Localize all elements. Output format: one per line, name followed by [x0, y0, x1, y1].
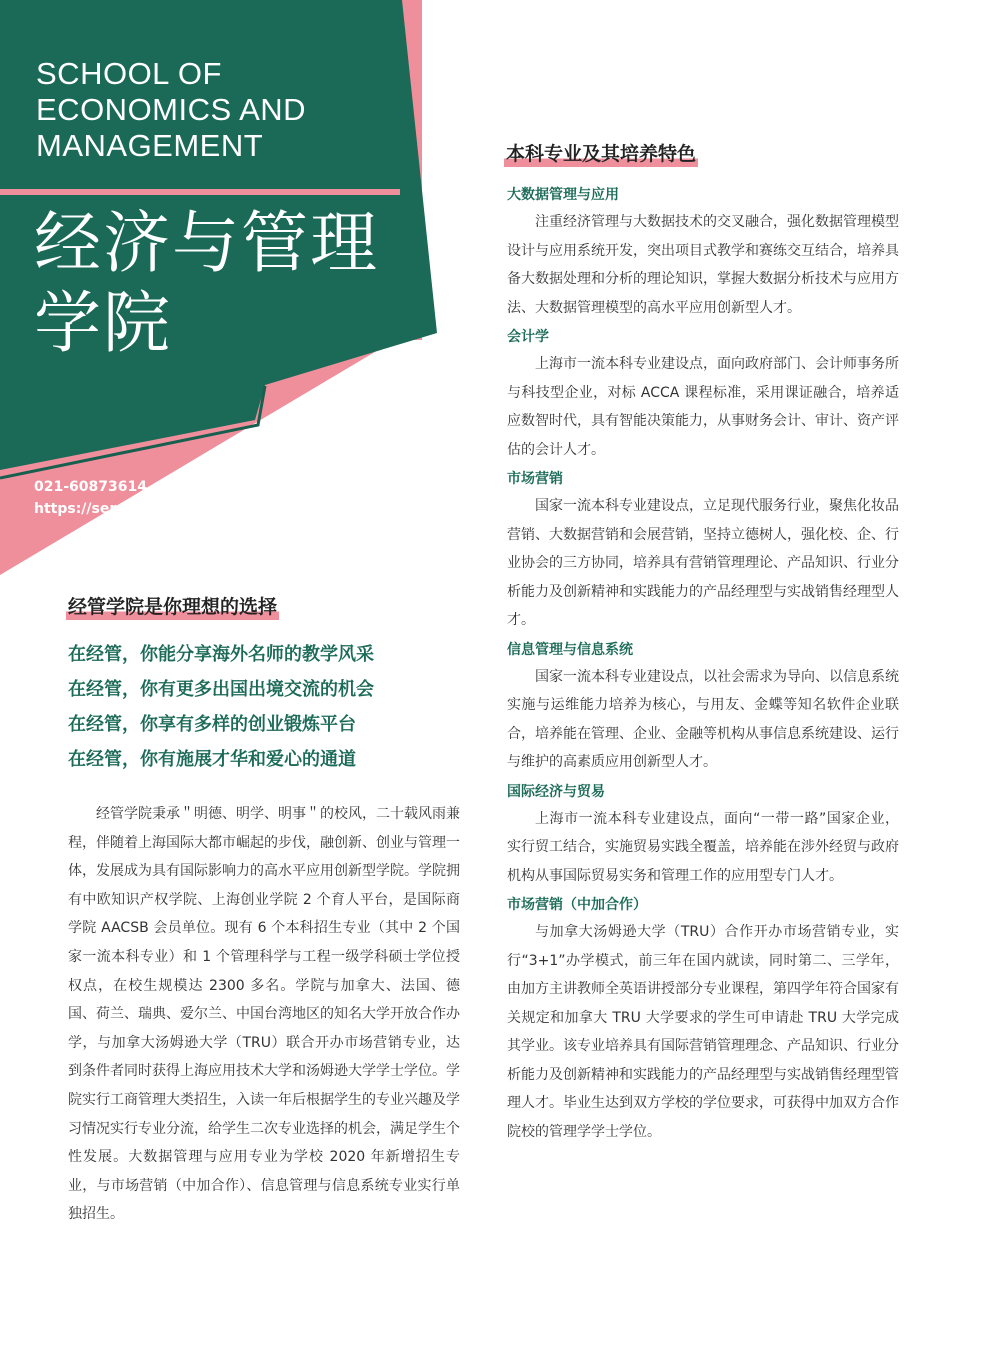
school-name-en-line: SCHOOL OF: [36, 56, 222, 91]
slogan: 在经管，你享有多样的创业锻炼平台: [68, 714, 356, 735]
major-item: [507, 466, 899, 635]
school-name-en: [36, 56, 306, 164]
intro-paragraph: 经管学院秉承＂明德、明学、明事＂的校风，二十载风雨兼程，伴随着上海国际大都市崛起的步伐，融创新、创业与管理一体，发展成为具有国际影响力的高水平应用创新型学院。学院拥有中欧知识产权学院、上海创业学院 2 个育人平台，是国际商学院 AACSB 会员单位。现有 6 个本科招生专业（其中 2 个国家一流本科专业）和 1 个管理科学与工程一级学科硕士学位授权点，在校生规模达 2300 多名。学院与加拿大、法国、德国、荷兰、瑞典、爱尔兰、中国台湾地区的知名大学开放合作办学，与加拿大汤姆逊大学（TRU）联合开办市场营销专业，达到条件者同时获得上海应用技术大学和汤姆逊大学学士学位。学院实行工商管理大类招生，入读一年后根据学生的专业兴趣及学习情况实行专业分流，给学生二次专业选择的机会，满足学生个性发展。大数据管理与应用专业为学校 2020 年新增招生专业，与市场营销（中加合作）、信息管理与信息系统专业实行单独招生。: [68, 806, 460, 1223]
left-section-title: 经管学院是你理想的选择: [66, 592, 279, 620]
major-description: 上海市一流本科专业建设点，面向政府部门、会计师事务所与科技型企业，对标 ACCA 课程标准，采用课证融合，培养适应数智时代，具有智能决策能力，从事财务会计、审计、资产评估的会计人才。: [507, 356, 899, 458]
school-name-cn-line: 学院: [34, 284, 172, 362]
major-name: 信息管理与信息系统: [507, 641, 633, 658]
phone-number: 021-60873614、60873481: [34, 479, 239, 495]
slogan-list: [68, 637, 374, 777]
major-item: [507, 892, 899, 1146]
contact-info: [34, 476, 239, 520]
major-item: [507, 779, 899, 891]
major-name: 市场营销（中加合作）: [507, 897, 647, 913]
pink-divider: [0, 189, 400, 195]
website-link[interactable]: https://sem.sit.edu.cn/: [34, 501, 213, 517]
major-name: 大数据管理与应用: [507, 187, 619, 203]
major-item: [507, 637, 899, 777]
major-description: 国家一流本科专业建设点，立足现代服务行业，聚焦化妆品营销、大数据营销和会展营销，坚持立德树人，强化校、企、行业协会的三方协同，培养具有营销管理理论、产品知识、行业分析能力及创新精神和实践能力的产品经理型与实战销售经理型人才。: [507, 498, 899, 628]
major-item: [507, 324, 899, 464]
slogan: 在经管，你有施展才华和爱心的通道: [68, 749, 356, 770]
major-name: 国际经济与贸易: [507, 783, 605, 800]
school-name-en-line: ECONOMICS AND: [36, 92, 307, 127]
majors-list: [507, 180, 899, 1146]
right-section-title: 本科专业及其培养特色: [504, 139, 698, 167]
slogan: 在经管，你能分享海外名师的教学风采: [68, 644, 374, 665]
major-description: 注重经济管理与大数据技术的交叉融合，强化数据管理模型设计与应用系统开发，突出项目式教学和赛练交互结合，培养具备大数据处理和分析的理论知识，掌握大数据分析技术与应用方法、大数据管理模型的高水平应用创新型人才。: [507, 214, 899, 316]
major-item: [507, 182, 899, 322]
major-description: 与加拿大汤姆逊大学（TRU）合作开办市场营销专业，实行“3+1”办学模式，前三年在国内就读，同时第二、三学年，由加方主讲教师全英语讲授部分专业课程，第四学年符合国家有关规定和加拿大 TRU 大学要求的学生可申请赴 TRU 大学完成其学业。该专业培养具有国际营销管理理念、产品知识、行业分析能力及创新精神和实践能力的产品经理型与实战销售经理型管理人才。毕业生达到双方学校的学位要求，可获得中加双方合作院校的管理学学士学位。: [507, 924, 899, 1140]
major-description: 上海市一流本科专业建设点，面向“一带一路”国家企业，实行贸工结合，实施贸易实践全覆盖，培养能在涉外经贸与政府机构从事国际贸易实务和管理工作的应用型专门人才。: [507, 810, 899, 884]
school-name-cn: [34, 203, 379, 363]
slogan: 在经管，你有更多出国出境交流的机会: [68, 679, 374, 700]
school-name-cn-line: 经济与管理: [34, 204, 379, 282]
school-name-en-line: MANAGEMENT: [36, 128, 264, 163]
major-description: 国家一流本科专业建设点，以社会需求为导向、以信息系统实施与运维能力培养为核心，与用友、金蝶等知名软件企业联合，培养能在管理、企业、金融等机构从事信息系统建设、运行与维护的高素质应用创新型人才。: [507, 668, 899, 770]
major-name: 市场营销: [507, 471, 563, 487]
major-name: 会计学: [507, 329, 549, 345]
